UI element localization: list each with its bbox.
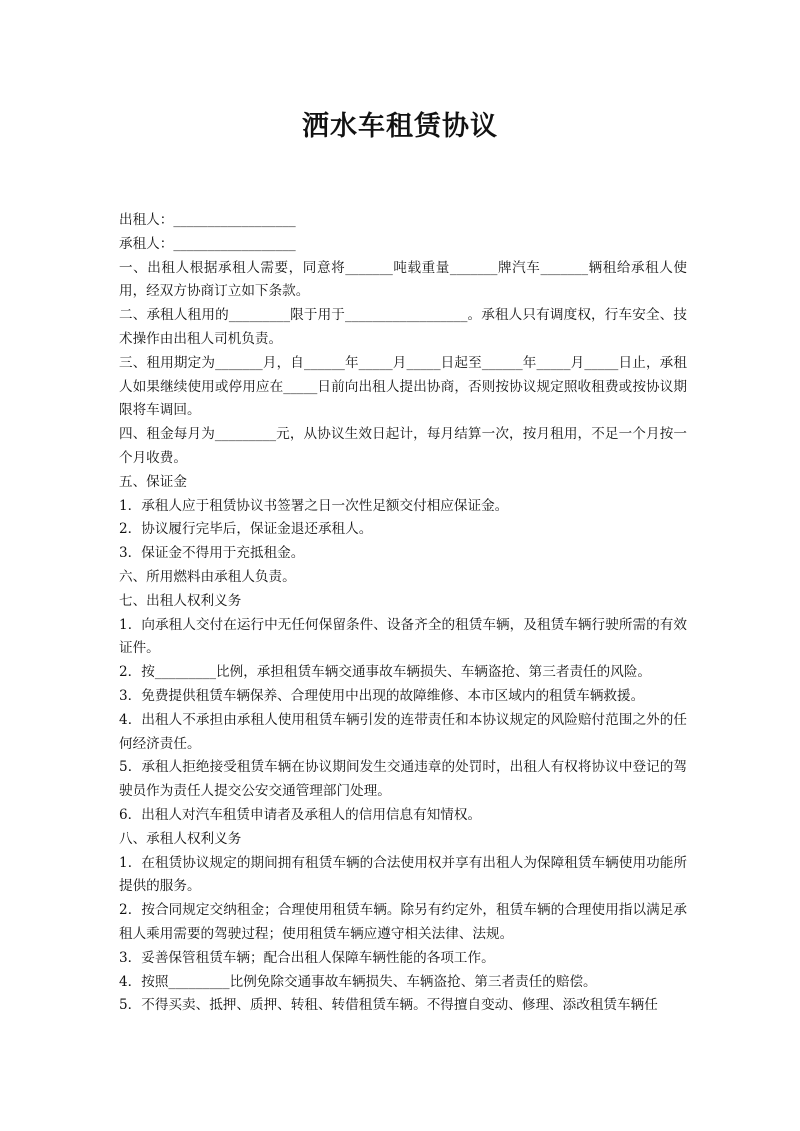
clause-1: 一、出租人根据承租人需要，同意将_______吨载重量_______牌汽车_______辆租给承租人使用，经双方协商订立如下条款。 bbox=[119, 259, 687, 300]
section-5-item-3: 3．保证金不得用于充抵租金。 bbox=[119, 545, 305, 562]
lessor-line: 出租人：__________________ bbox=[119, 212, 296, 228]
lessee-line: 承租人：__________________ bbox=[119, 235, 296, 252]
section-8-item-5: 5．不得买卖、抵押、质押、转租、转借租赁车辆。不得擅自变动、修理、添改租赁车辆任 bbox=[119, 997, 658, 1014]
document-title: 洒水车租赁协议 bbox=[302, 111, 498, 142]
clause-4: 四、租金每月为_________元，从协议生效日起计，每月结算一次，按月租用，不足一个月按一个月收费。 bbox=[119, 426, 687, 466]
section-8-item-3: 3．妥善保管租赁车辆；配合出租人保障车辆性能的各项工作。 bbox=[119, 949, 495, 966]
section-7-heading: 七、出租人权利义务 bbox=[119, 592, 242, 609]
section-5-item-1: 1．承租人应于租赁协议书签署之日一次性足额交付相应保证金。 bbox=[119, 497, 509, 514]
section-8-heading: 八、承租人权利义务 bbox=[119, 830, 242, 847]
clause-3: 三、租用期定为_______月，自______年_____月_____日起至______年_____月_____日止，承租人如果继续使用或停用应在_____日前向出租人提出协商，否则按协议规定照收租费或按协议期限将车调回。 bbox=[119, 354, 687, 419]
clause-2: 二、承租人租用的_________限于用于__________________。承租人只有调度权，行车安全、技术操作由出租人司机负责。 bbox=[119, 307, 687, 347]
section-7-item-5: 5．承租人拒绝接受租赁车辆在协议期间发生交通违章的处罚时，出租人有权将协议中登记的驾驶员作为责任人提交公安交通管理部门处理。 bbox=[119, 759, 687, 800]
section-7-item-3: 3．免费提供租赁车辆保养、合理使用中出现的故障维修、本市区域内的租赁车辆救援。 bbox=[119, 687, 645, 704]
section-8-item-2: 2．按合同规定交纳租金；合理使用租赁车辆。除另有约定外，租赁车辆的合理使用指以满足承租人乘用需要的驾驶过程；使用租赁车辆应遵守相关法律、法规。 bbox=[119, 902, 687, 942]
section-5-heading: 五、保证金 bbox=[119, 473, 187, 490]
clause-6: 六、所用燃料由承租人负责。 bbox=[119, 568, 296, 585]
section-8-item-4: 4．按照_________比例免除交通事故车辆损失、车辆盗抢、第三者责任的赔偿。 bbox=[119, 973, 597, 990]
document-body bbox=[119, 209, 687, 1018]
section-5-item-2: 2．协议履行完毕后，保证金退还承租人。 bbox=[119, 521, 373, 538]
section-7-item-4: 4．出租人不承担由承租人使用租赁车辆引发的连带责任和本协议规定的风险赔付范围之外的任何经济责任。 bbox=[119, 711, 687, 752]
section-7-item-1: 1．向承租人交付在运行中无任何保留条件、设备齐全的租赁车辆，及租赁车辆行驶所需的有效证件。 bbox=[119, 616, 687, 657]
section-7-item-2: 2．按_________比例，承担租赁车辆交通事故车辆损失、车辆盗抢、第三者责任的风险。 bbox=[119, 664, 652, 681]
section-7-item-6: 6．出租人对汽车租赁申请者及承租人的信用信息有知情权。 bbox=[119, 806, 482, 823]
section-8-item-1: 1．在租赁协议规定的期间拥有租赁车辆的合法使用权并享有出租人为保障租赁车辆使用功能所提供的服务。 bbox=[119, 854, 687, 895]
